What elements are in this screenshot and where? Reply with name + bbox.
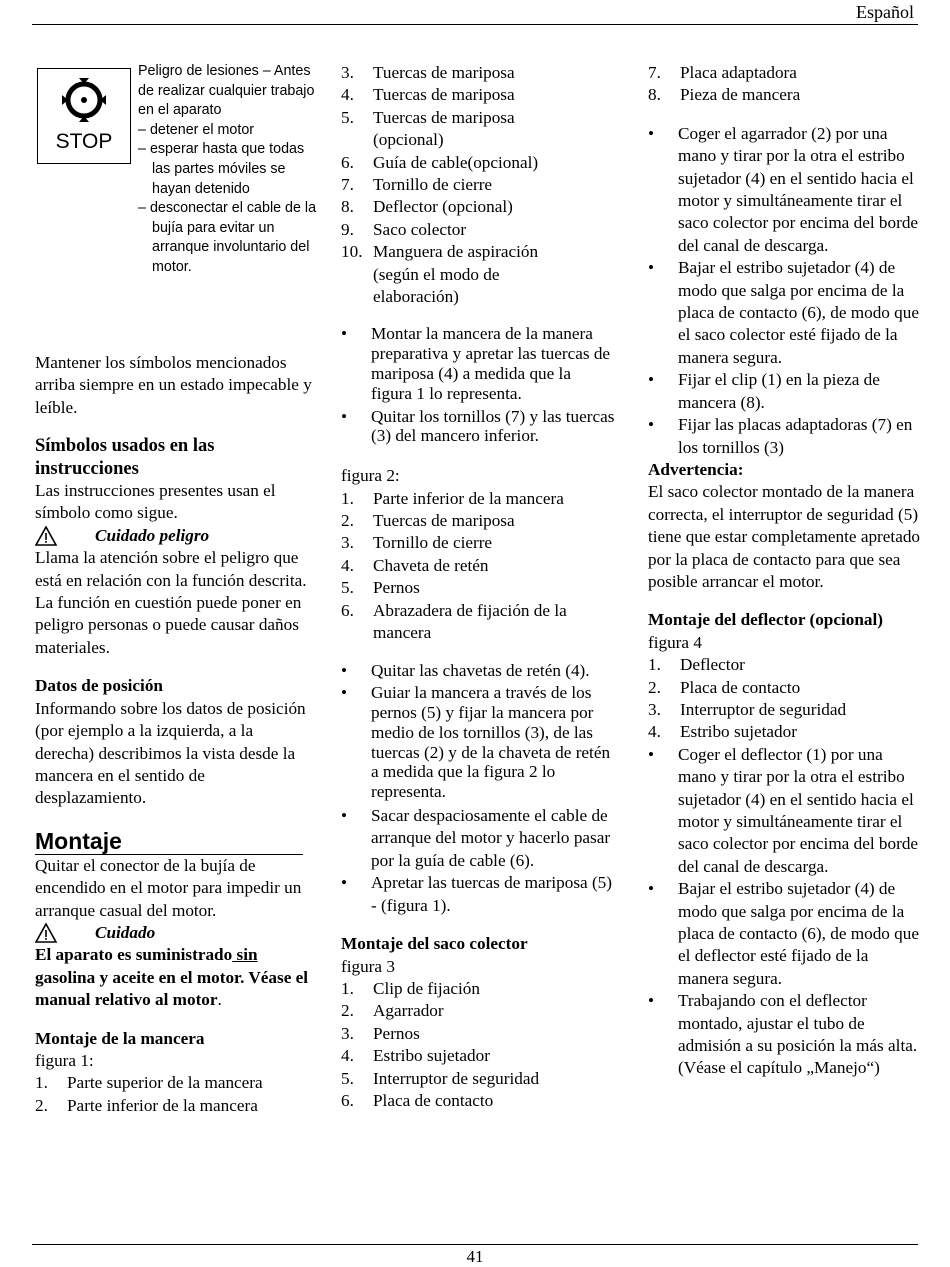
list-item: 6. Abrazadera de fijación de la mancera xyxy=(341,600,567,643)
list-item: • Fijar las placas adaptadoras (7) en los tornillos (3) xyxy=(648,415,913,457)
list-item: 5. Interruptor de seguridad xyxy=(341,1068,540,1088)
list-item: 5. Pernos xyxy=(341,578,420,598)
header-rule xyxy=(32,24,918,25)
list-item: 4. Estribo sujetador xyxy=(648,722,797,742)
page-number: 41 xyxy=(466,1247,484,1266)
caution-danger-label: Cuidado peligro xyxy=(35,525,313,547)
list-item: • Sacar despaciosamente el cable de arranque del motor y hacerlo pasar por la guía de cable (6). xyxy=(341,806,611,870)
list-item: • Bajar el estribo sujetador (4) de modo que salga por encima de la placa de contacto (6), de modo que el deflector esté fijado de la manera segura. xyxy=(648,879,920,988)
caution-label: Cuidado xyxy=(35,922,313,944)
header-language: Español xyxy=(856,2,914,22)
list-item: • Coger el deflector (1) por una mano y tirar por la otra el estribo sujetador (4) en el sentido hacia el motor y simultáneamente tirar el saco colector por encima del borde del canal de descarga. xyxy=(648,744,919,876)
list-item: • Trabajando con el deflector montado, ajustar el tubo de admisión a su posición la más alta.(Véase el capítulo „Manejo“) xyxy=(648,991,918,1078)
stop-intro: Peligro de lesiones – Antes de realizar cualquier trabajo en el aparato xyxy=(138,63,315,119)
figure-4-list xyxy=(648,654,920,744)
list-item: 5. Tuercas de mariposa (opcional) xyxy=(341,107,515,150)
column-1 xyxy=(35,62,317,1117)
montaje-heading: Montaje xyxy=(35,828,303,855)
figure-3-list xyxy=(341,978,616,1112)
symbols-text: Las instrucciones presentes usan el símbolo como sigue. xyxy=(35,481,276,523)
warning-heading: Advertencia: xyxy=(648,459,744,479)
list-item: 1. Parte superior de la mancera xyxy=(35,1073,263,1093)
stop-sign-box xyxy=(37,68,131,164)
handle-heading: Montaje de la mancera xyxy=(35,1028,205,1048)
list-item: 3. Tornillo de cierre xyxy=(341,533,493,553)
list-item: • Montar la mancera de la manera preparativa y apretar las tuercas de mariposa (4) a medida que la figura 1 lo representa. xyxy=(341,324,611,403)
list-item: 1. Clip de fijación xyxy=(341,978,480,998)
list-item: 7. Tornillo de cierre xyxy=(341,175,493,195)
stop-item: – esperar hasta que todas las partes móviles se hayan detenido xyxy=(138,141,305,197)
footer-rule xyxy=(32,1244,918,1245)
warning-text: El saco colector montado de la manera correcta, el interruptor de seguridad (5) tiene que estar completamente apretado por la placa de contacto para que sea posible arrancar el motor. xyxy=(648,482,921,591)
stop-warning-block xyxy=(35,62,317,352)
list-item: 1. Deflector xyxy=(648,655,745,675)
list-item: 10. Manguera de aspiración (según el modo de elaboración) xyxy=(341,242,539,307)
stop-text xyxy=(138,62,318,278)
list-item: 3. Pernos xyxy=(341,1023,420,1043)
warning-triangle-icon xyxy=(35,923,57,943)
list-item: 4. Estribo sujetador xyxy=(341,1046,490,1066)
caution-danger-text: Llama la atención sobre el peligro que está en relación con la función descrita. La función en cuestión puede poner en peligro personas o puede causar daños materiales. xyxy=(35,548,307,657)
symbols-heading: Símbolos usados en las instrucciones xyxy=(35,436,215,479)
list-item: 2. Parte inferior de la mancera xyxy=(35,1095,258,1115)
stop-item: – desconectar el cable de la bujía para evitar un arranque involuntario del motor. xyxy=(138,200,317,275)
list-item: 2. Tuercas de mariposa xyxy=(341,511,515,531)
figure-1-label: figura 1: xyxy=(35,1050,94,1070)
deflector-steps xyxy=(648,744,920,1080)
list-item: • Quitar las chavetas de retén (4). xyxy=(341,660,590,680)
position-heading: Datos de posición xyxy=(35,676,163,696)
list-item: • Guiar la mancera a través de los pernos (5) y fijar la mancera por medio de los tornillos (3), de las tuercas (2) y de la chaveta de retén a medida que la figura 2 lo representa. xyxy=(341,683,611,802)
handle-steps-2 xyxy=(341,661,616,918)
figure-2-list xyxy=(341,488,616,645)
stop-hand-icon xyxy=(38,73,130,133)
montaje-text: Quitar el conector de la bujía de encendido en el motor para impedir un arranque casual del motor. xyxy=(35,855,302,920)
list-item: 8. Deflector (opcional) xyxy=(341,197,513,217)
list-item: 6. Guía de cable(opcional) xyxy=(341,152,539,172)
list-item: • Coger el agarrador (2) por una mano y tirar por la otra el estribo sujetador (4) en el sentido hacia el motor y simultáneamente tirar el saco colector por encima del borde del canal de descarga. xyxy=(648,123,919,255)
stop-label: STOP xyxy=(55,130,113,153)
list-item: 1. Parte inferior de la mancera xyxy=(341,488,564,508)
list-item: 8. Pieza de mancera xyxy=(648,85,801,105)
list-item: 7. Placa adaptadora xyxy=(648,63,797,82)
figure-3-list-cont xyxy=(648,62,920,107)
deflector-heading: Montaje del deflector (opcional) xyxy=(648,610,884,630)
list-item: • Apretar las tuercas de mariposa (5) - (figura 1). xyxy=(341,873,612,915)
list-item: 3. Tuercas de mariposa xyxy=(341,63,515,82)
list-item: • Quitar los tornillos (7) y las tuercas (3) del mancero inferior. xyxy=(341,406,615,446)
list-item: 9. Saco colector xyxy=(341,219,467,239)
stop-item: – detener el motor xyxy=(138,121,255,138)
list-item: 4. Chaveta de retén xyxy=(341,555,489,575)
list-item: • Fijar el clip (1) en la pieza de mancera (8). xyxy=(648,370,880,412)
list-item: 2. Placa de contacto xyxy=(648,677,801,697)
list-item: 6. Placa de contacto xyxy=(341,1090,494,1110)
figure-1-list-cont xyxy=(341,62,616,308)
handle-steps-1 xyxy=(341,324,616,446)
position-text: Informando sobre los datos de posición (por ejemplo a la izquierda, a la derecha) describimos la vista desde la mancera en el sentido de desplazamiento. xyxy=(35,698,306,808)
figure-3-label: figura 3 xyxy=(341,956,395,976)
list-item: 3. Interruptor de seguridad xyxy=(648,699,847,719)
bag-steps xyxy=(648,123,920,459)
supply-notice: El aparato es suministrado sin gasolina y aceite en el motor. Véase el manual relativo al motor. xyxy=(35,945,309,1010)
column-2 xyxy=(341,62,616,1112)
figure-1-list xyxy=(35,1072,313,1117)
figure-4-label: figura 4 xyxy=(648,632,702,652)
list-item: 2. Agarrador xyxy=(341,1001,444,1021)
warning-triangle-icon xyxy=(35,526,57,546)
keep-symbols-text: Mantener los símbolos mencionados arriba siempre en un estado impecable y leíble. xyxy=(35,353,312,417)
list-item: 4. Tuercas de mariposa xyxy=(341,85,515,105)
bag-heading: Montaje del saco colector xyxy=(341,934,528,954)
column-3 xyxy=(648,62,920,1080)
list-item: • Bajar el estribo sujetador (4) de modo que salga por encima de la placa de contacto (6), de modo que el saco colector esté fijado de la manera segura. xyxy=(648,258,920,367)
figure-2-label: figura 2: xyxy=(341,466,400,486)
